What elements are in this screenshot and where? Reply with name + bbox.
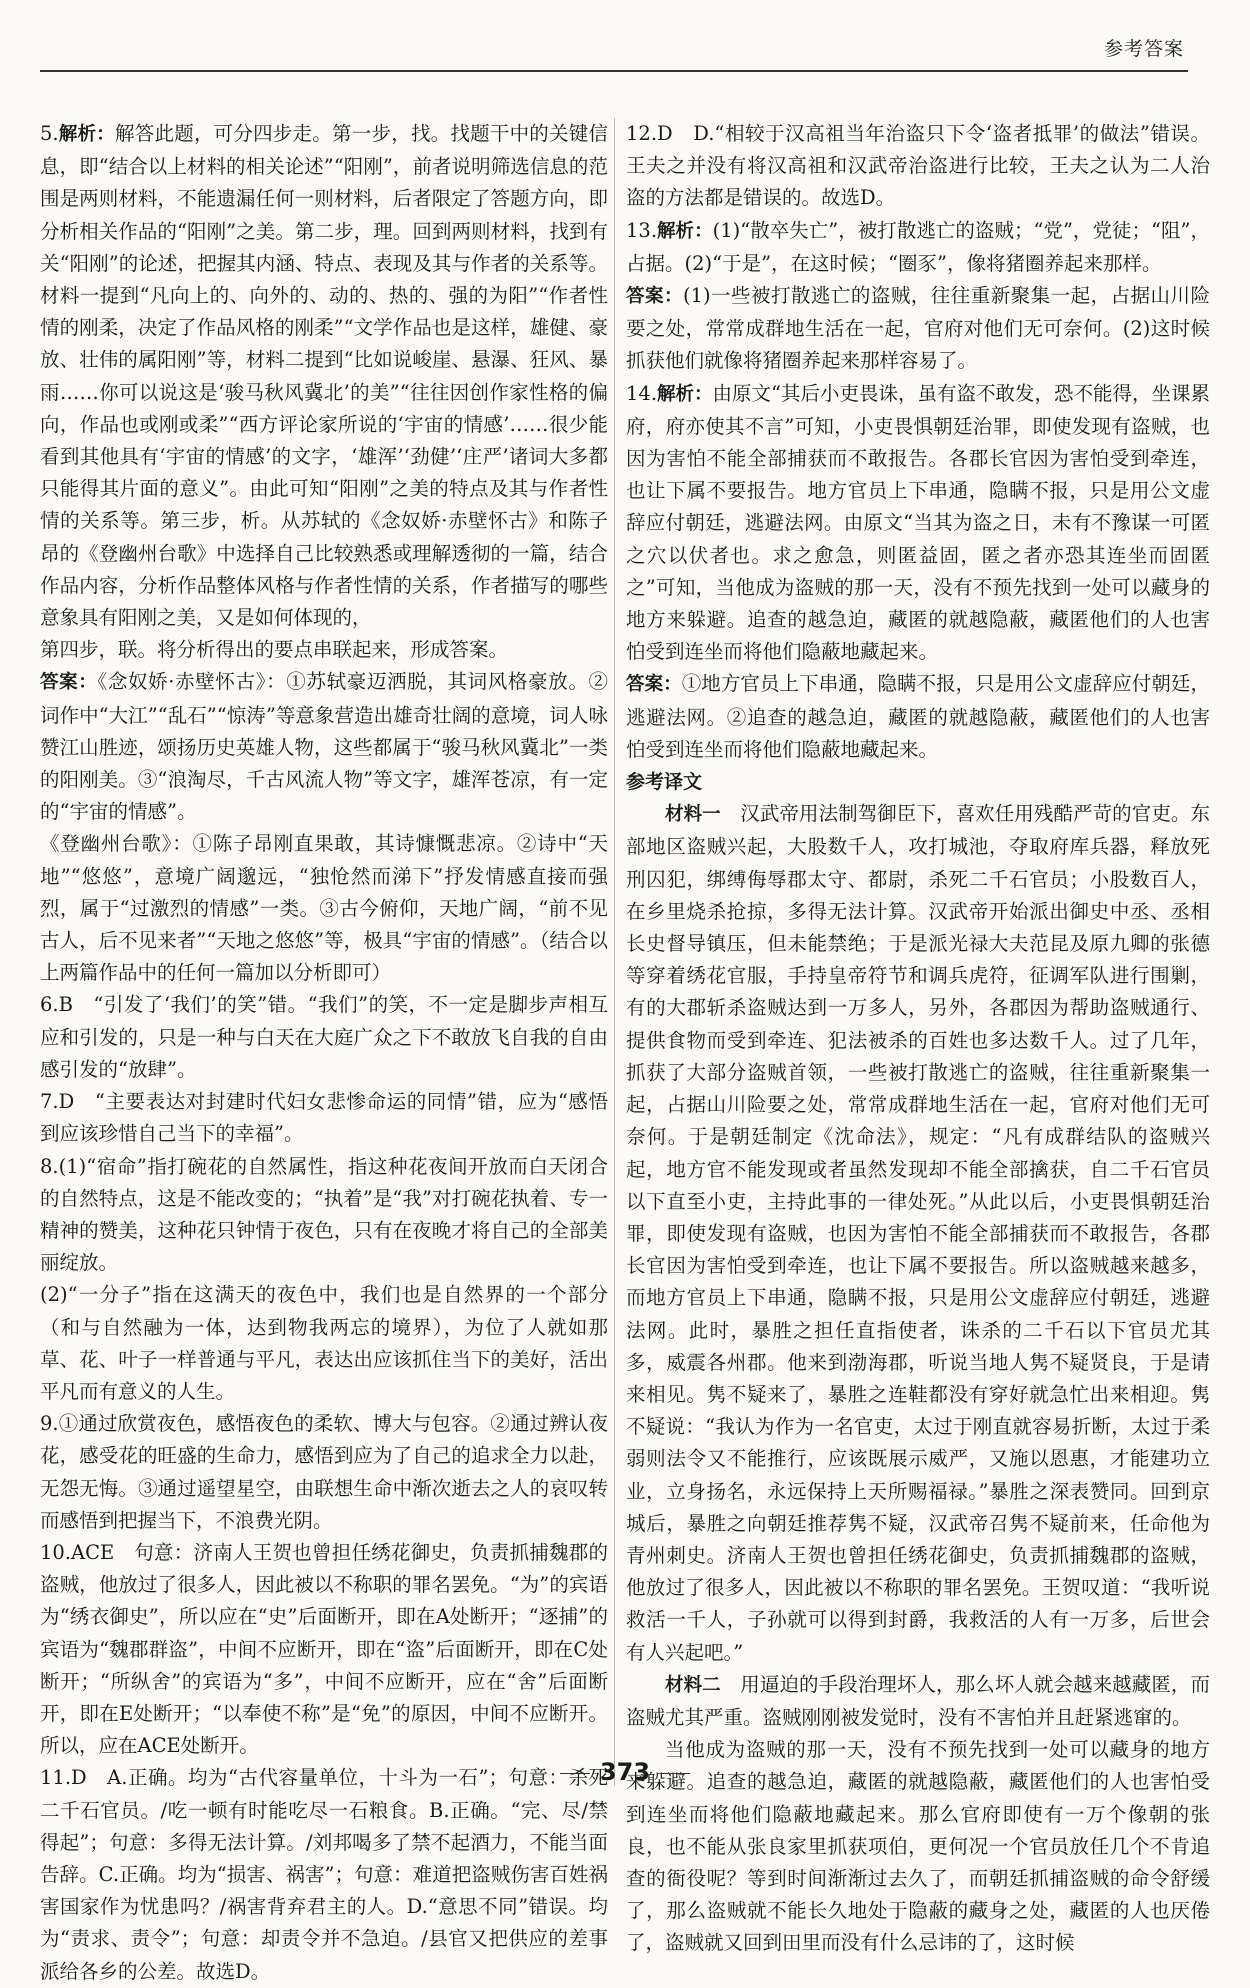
- translation-material-1: [626, 798, 1210, 1668]
- page-number-dash: [660, 1773, 690, 1774]
- answer-10: [40, 1537, 608, 1762]
- item-tag: 答案：: [40, 672, 98, 694]
- item-text: ①通过欣赏夜色，感悟夜色的柔软、博大与包容。②通过辨认夜花，感受花的旺盛的生命力，感悟到应为了自己的追求全力以赴，无怨无悔。③通过遥望星空，由联想生命中渐次逝去之人的哀叹转而感悟到把握当下，不浪费光阴。: [40, 1412, 608, 1532]
- item-number: 10.: [40, 1540, 72, 1564]
- item-number: 12.: [626, 122, 658, 145]
- item-text: D “主要表达对封建时代妇女悲惨命运的同情”错，应为“感悟到应该珍惜自己当下的幸福”。: [40, 1090, 608, 1146]
- item-text: 当他成为盗贼的那一天，没有不预先找到一处可以藏身的地方来躲避。追查的越急迫，藏匿的就越隐蔽，藏匿他们的人也害怕受到连坐而将他们隐蔽地藏起来。那么官府即使有一万个像朝的张良，也不能从张良家里抓获项伯，更何况一个官员放任几个不肯追查的衙役呢？等到时间渐渐过去久了，而朝廷抓捕盗贼的命令舒缓了，那么盗贼就不能长久地处于隐蔽的藏身之处，藏匿的人也厌倦了，盗贼就又回到田里而没有什么忌讳的了，这时候: [626, 1738, 1210, 1955]
- item-number: 6.: [40, 993, 59, 1017]
- item-text: (1)一些被打散逃亡的盗贼，往往重新聚集一起，占据山川险要之处，常常成群地生活在一起，官府对他们无可奈何。(2)这时候抓获他们就像将猪圈养起来那样容易了。: [626, 284, 1210, 373]
- item-text: ①地方官员上下串通，隐瞒不报，只是用公文虚辞应付朝廷，逃避法网。②追查的越急迫，藏匿的就越隐蔽，藏匿他们的人也害怕受到连坐而将他们隐蔽地藏起来。: [626, 672, 1210, 761]
- right-column: [626, 118, 1210, 1960]
- answer-8-part2: [40, 1279, 608, 1408]
- item-number: 13.: [626, 218, 658, 242]
- item-number: 7.: [40, 1090, 59, 1114]
- item-tag: 解析：: [58, 124, 116, 145]
- item-text: 解答此题，可分四步走。第一步，找。找题干中的关键信息，即“结合以上材料的相关论述”“阳刚”，前者说明筛选信息的范围是两则材料，不能遗漏任何一则材料，后者限定了答题方向，即分析相关作品的“阳刚”之美。第二步，理。回到两则材料，找到有关“阳刚”的论述，把握其内涵、特点、表现及其与作者的关系等。材料一提到“凡向上的、向外的、动的、热的、强的为阳”“作者性情的刚柔，决定了作品风格的刚柔”“文学作品也是这样，雄健、豪放、壮伟的属阳刚”等，材料二提到“比如说峻崖、悬瀑、狂风、暴雨……你可以说这是‘骏马秋风冀北’的美”“往往因创作家性格的偏向，作品也或刚或柔”“西方评论家所说的‘宇宙的情感’……很少能看到其他具有‘宇宙的情感’的文字，‘雄浑’‘劲健’‘庄严’诸词大多都只能得其片面的意义”。由此可知“阳刚”之美的特点及其与作者性情的关系等。第三步，析。从苏轼的《念奴娇·赤壁怀古》和陈子昂的《登幽州台歌》中选择自己比较熟悉或理解透彻的一篇，结合作品内容，分析作品整体风格与作者性情的关系，作者描写的哪些意象具有阳刚之美，又是如何体现的，: [40, 122, 608, 630]
- answer-14: [626, 378, 1210, 669]
- item-text: (2)“一分子”指在这满天的夜色中，我们也是自然界的一个部分（和与自然融为一体，达到物我两忘的境界），为位了人就如那草、花、叶子一样普通与平凡，表达出应该抓住当下的美好，活出平凡而有意义的人生。: [40, 1283, 608, 1403]
- item-tag: 解析：: [657, 383, 713, 405]
- item-number: 14.: [626, 381, 658, 405]
- item-text: (1)“散卒失亡”，被打散逃亡的盗贼；“党”，党徒；“阻”，占据。(2)“于是”，在这时候；“圈豕”，像将猪圈养起来那样。: [626, 218, 1210, 275]
- translation-material-2: [626, 1669, 1210, 1734]
- answer-12: [626, 118, 1210, 215]
- answer-5-key2: [40, 828, 608, 989]
- item-tag: 解析：: [657, 220, 713, 242]
- translation-title: 参考译文: [626, 771, 703, 794]
- item-text: B “引发了‘我们’的笑”错。“我们”的笑，不一定是脚步声相互应和引发的，只是一种与白天在大庭广众之下不敢放飞自我的自由感引发的“放肆”。: [40, 993, 608, 1081]
- material-label: 材料二: [665, 1674, 721, 1696]
- answer-5-step4: [40, 634, 608, 666]
- page-number-dash: [560, 1773, 590, 1774]
- item-number: 11.: [40, 1766, 72, 1790]
- page-header-label: 参考答案: [1103, 38, 1184, 60]
- item-text: D A.正确。均为“古代容量单位，十斗为一石”；句意：杀死二千石官员。/吃一顿有时能吃尽一石粮食。B.正确。“完、尽/禁得起”；句意：多得无法计算。/刘邦喝多了禁不起酒力，不能当面告辞。C.正确。均为“损害、祸害”；句意：难道把盗贼伤害百姓祸害国家作为忧患吗？/祸害背弃君主的人。D.“意思不同”错误。均为“责求、责令”；句意：却责令并不急迫。/县官又把供应的差事派给各乡的公差。故选D。: [40, 1766, 608, 1983]
- answer-9: [40, 1408, 608, 1537]
- item-number: 8.: [40, 1154, 59, 1178]
- answer-6: [40, 989, 608, 1086]
- item-text: D D.“相较于汉高祖当年治盗只下令‘盗者抵罪’的做法”错误。王夫之并没有将汉高祖和汉武帝治盗进行比较，王夫之认为二人治盗的方法都是错误的。故选D。: [626, 122, 1210, 210]
- item-text: 《登幽州台歌》：①陈子昂刚直果敢，其诗慷慨悲凉。②诗中“天地”“悠悠”，意境广阔邈远，“独怆然而涕下”抒发情感直接而强烈，属于“过激烈的情感”一类。③古今俯仰，天地广阔，“前不见古人，后不见来者”“天地之悠悠”等，极具“宇宙的情感”。（结合以上两篇作品中的任何一篇加以分析即可）: [40, 832, 608, 985]
- item-number: 9.: [40, 1412, 59, 1436]
- item-text: 《念奴娇·赤壁怀古》：①苏轼豪迈洒脱，其词风格豪放。②词作中“大江”“乱石”“惊涛”等意象营造出雄奇壮阔的意境，词人咏赞江山胜迹，颂扬历史英雄人物，这些都属于“骏马秋风冀北”一类的阳刚美。③“浪淘尽，千古风流人物”等文字，雄浑苍凉，有一定的“宇宙的情感”。: [40, 670, 608, 824]
- item-tag: 答案：: [626, 674, 682, 696]
- page-number: [0, 1758, 1250, 1786]
- page-number-value: 373: [599, 1758, 651, 1786]
- item-tag: 答案：: [626, 286, 683, 308]
- answer-13-key: [626, 280, 1210, 378]
- item-number: 5.: [40, 122, 59, 145]
- item-text: ACE 句意：济南人王贺也曾担任绣花御史，负责抓捕魏郡的盗贼，他放过了很多人，因此被以不称职的罪名罢免。“为”的宾语为“绣衣御史”，所以应在“史”后面断开，即在A处断开；“逐捕”的宾语为“魏郡群盗”，中间不应断开，即在“盗”后面断开，即在C处断开；“所纵舍”的宾语为“多”，中间不应断开，应在“舍”后面断开，即在E处断开；“以奉使不称”是“免”的原因，中间不应断开。所以，应在ACE处断开。: [40, 1540, 608, 1758]
- answer-5: [40, 118, 608, 634]
- material-label: 材料一: [665, 804, 721, 826]
- answer-7: [40, 1086, 608, 1150]
- item-text: 汉武帝用法制驾御臣下，喜欢任用残酷严苛的官吏。东部地区盗贼兴起，大股数千人，攻打城池，夺取府库兵器，释放死刑囚犯，绑缚侮辱郡太守、都尉，杀死二千石官员；小股数百人，在乡里烧杀抢掠，多得无法计算。汉武帝开始派出御史中丞、丞相长史督导镇压，但未能禁绝；于是派光禄大夫范昆及原九卿的张德等穿着绣花官服，手持皇帝符节和调兵虎符，征调军队进行围剿，有的大郡斩杀盗贼达到一万多人，另外，各郡因为帮助盗贼通行、提供食物而受到牵连、犯法被杀的百姓也多达数千人。过了几年，抓获了大部分盗贼首领，一些被打散逃亡的盗贼，往往重新聚集一起，占据山川险要之处，常常成群地生活在一起，官府对他们无可奈何。于是朝廷制定《沈命法》，规定：“凡有成群结队的盗贼兴起，地方官不能发现或者虽然发现却不能全部擒获，自二千石官员以下直至小吏，主持此事的一律处死。”从此以后，小吏畏惧朝廷治罪，即使发现有盗贼，也因为害怕不能全部捕获而不敢报告，各郡长官因为害怕受到牵连，也让下属不要报告。所以盗贼越来越多，而地方官员上下串通，隐瞒不报，只是用公文虚辞应付朝廷，逃避法网。此时，暴胜之担任直指使者，诛杀的二千石以下官员尤其多，威震各州郡。他来到渤海郡，听说当地人隽不疑贤良，于是请来相见。隽不疑来了，暴胜之连鞋都没有穿好就急忙出来相迎。隽不疑说：“我认为作为一名官吏，太过于刚直就容易折断，太过于柔弱则法令又不能推行，应该既展示威严，又施以恩惠，才能建功立业，立身扬名，永远保持上天所赐福禄。”暴胜之深表赞同。回到京城后，暴胜之向朝廷推荐隽不疑，汉武帝召隽不疑前来，任命他为青州刺史。济南人王贺也曾担任绣花御史，负责抓捕魏郡的盗贼，他放过了很多人，因此被以不称职的罪名罢免。王贺叹道：“我听说救活一千人，子孙就可以得到封爵，我救活的人有一万多，后世会有人兴起吧。”: [626, 802, 1210, 1664]
- left-column: [40, 118, 608, 1988]
- header-rule: [40, 70, 1188, 72]
- item-text: 用逼迫的手段治理坏人，那么坏人就会越来越藏匿，而盗贼尤其严重。盗贼刚刚被发觉时，没有不害怕并且赶紧逃窜的。: [626, 1672, 1210, 1729]
- item-text: 第四步，联。将分析得出的要点串联起来，形成答案。: [40, 638, 509, 662]
- column-divider: [614, 118, 615, 1786]
- item-text: 由原文“其后小吏畏诛，虽有盗不敢发，恐不能得，坐课累府，府亦使其不言”可知，小吏畏惧朝廷治罪，即使发现有盗贼，也因为害怕不能全部捕获而不敢报告。各郡长官因为害怕受到牵连，也让下属不要报告。地方官员上下串通，隐瞒不报，只是用公文虚辞应付朝廷，逃避法网。由原文“当其为盗之日，未有不豫谋一可匿之穴以伏者也。求之愈急，则匿益固，匿之者亦恐其连坐而固匿之”可知，当他成为盗贼的那一天，没有不预先找到一处可以藏身的地方来躲避。追查的越急迫，藏匿的就越隐蔽，藏匿他们的人也害怕受到连坐而将他们隐蔽地藏起来。: [626, 381, 1211, 664]
- answer-8: [40, 1151, 608, 1280]
- answer-13: [626, 215, 1210, 280]
- answer-14-key: [626, 668, 1210, 766]
- answer-5-key: [40, 666, 608, 828]
- item-text: (1)“宿命”指打碗花的自然属性，指这种花夜间开放而白天闭合的自然特点，这是不能改变的；“执着”是“我”对打碗花执着、专一精神的赞美，这种花只钟情于夜色，只有在夜晚才将自己的全部美丽绽放。: [40, 1154, 608, 1275]
- answer-11: [40, 1762, 608, 1987]
